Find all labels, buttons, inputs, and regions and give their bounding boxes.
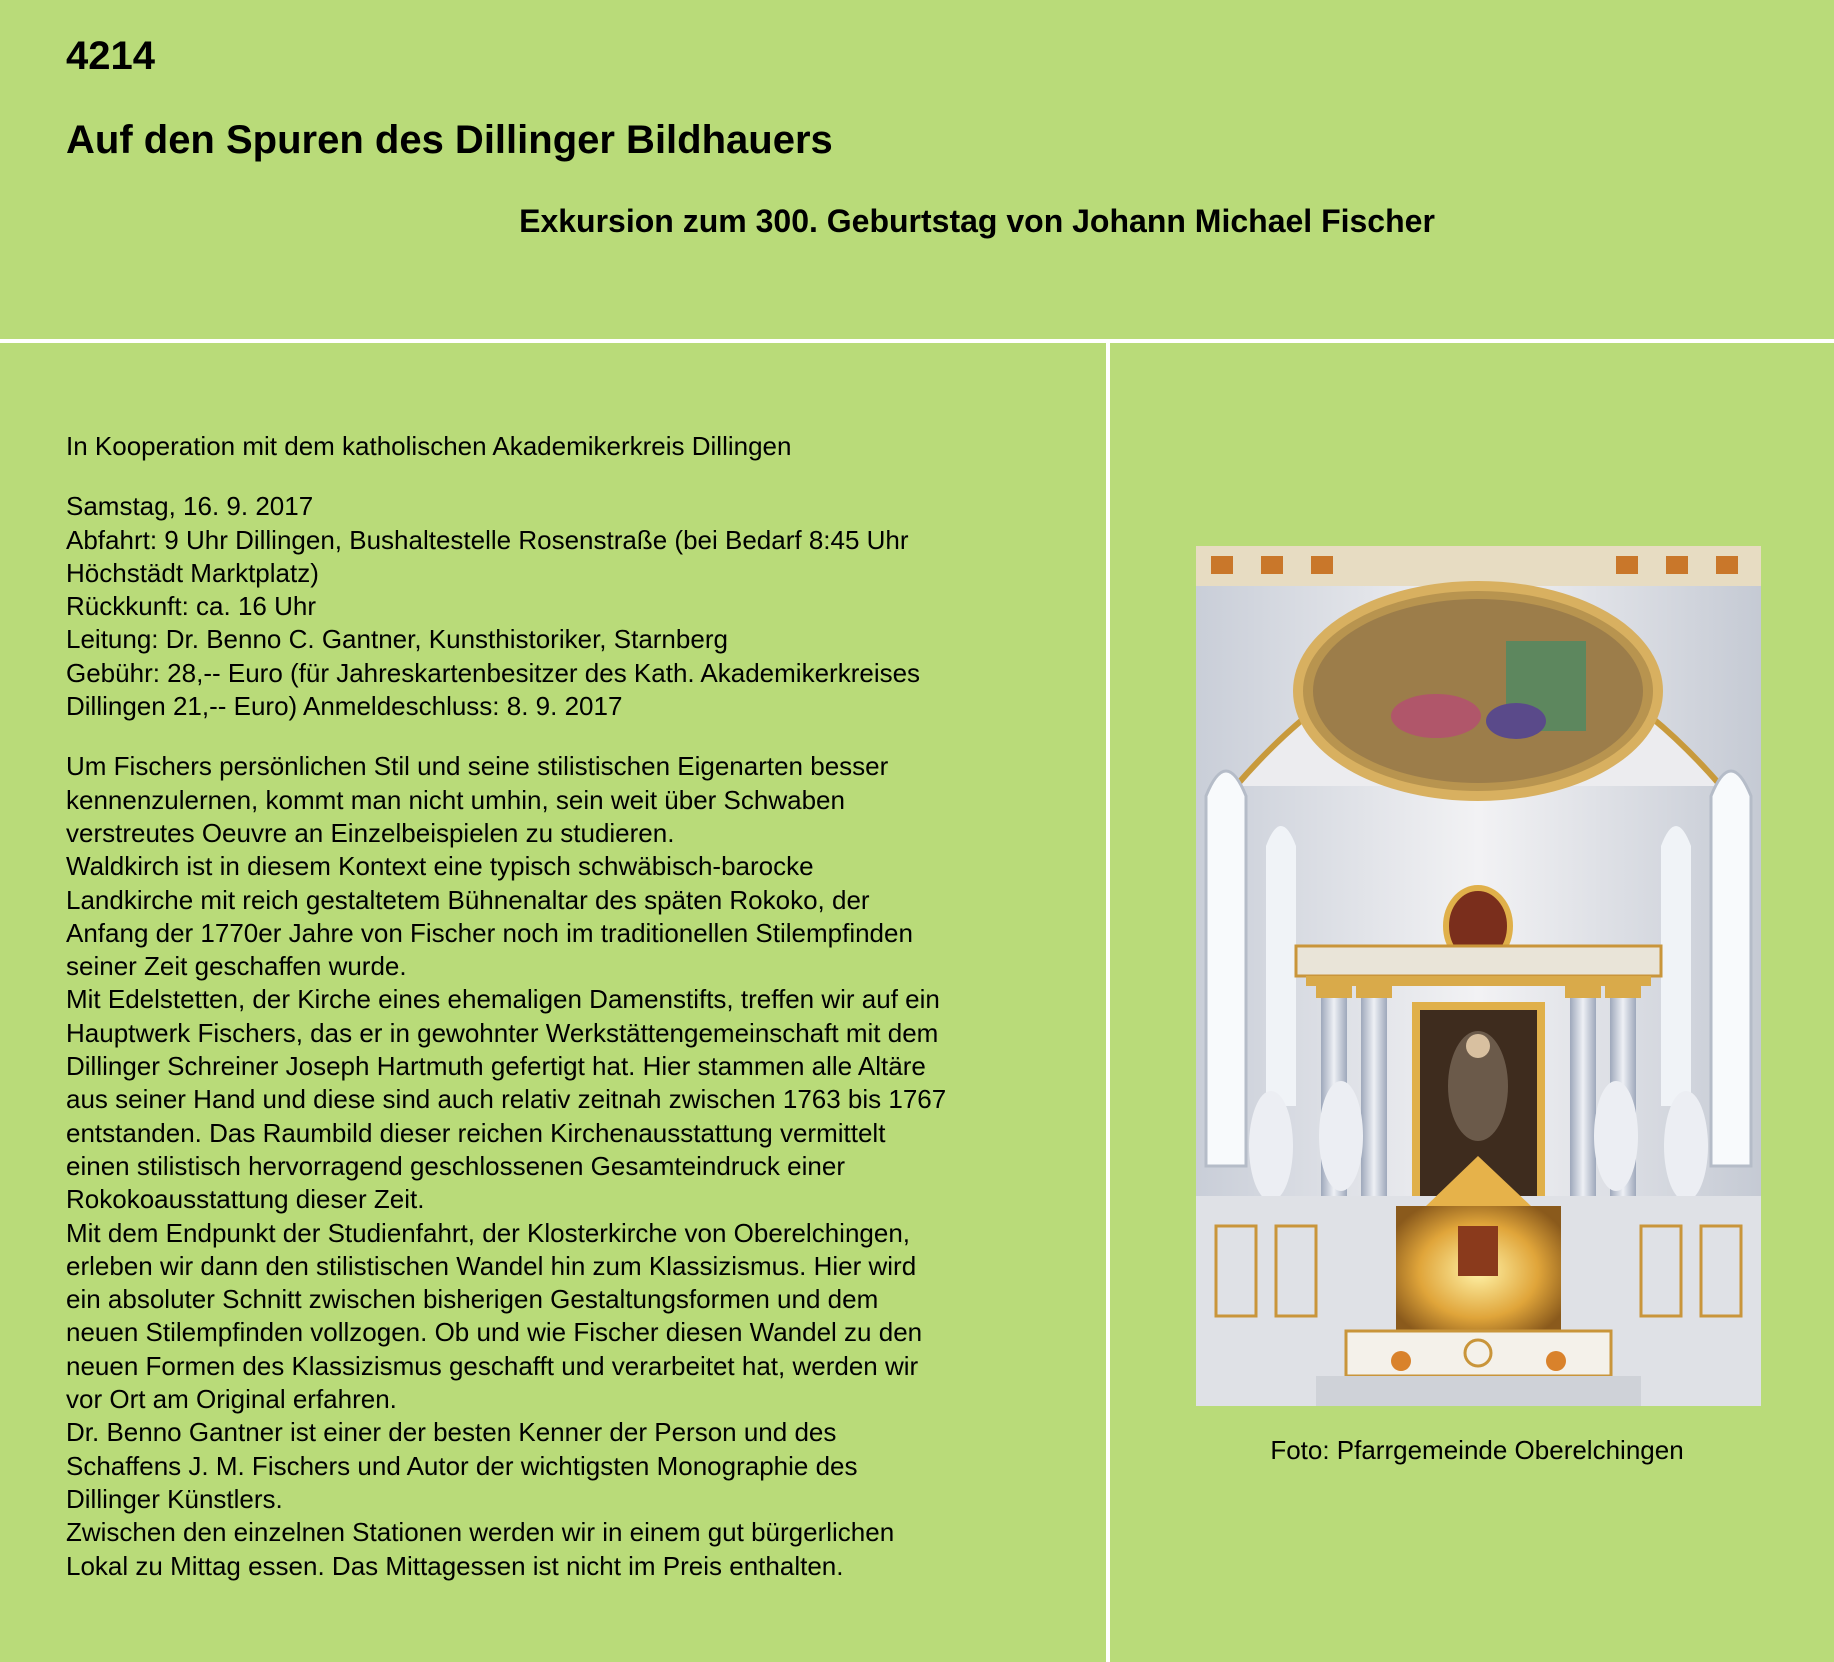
event-number: 4214 — [66, 34, 155, 78]
body-line: Schaffens J. M. Fischers und Autor der wichtigsten Monographie des — [66, 1450, 858, 1481]
body-line: Hauptwerk Fischers, das er in gewohnter Werkstättengemeinschaft mit dem — [66, 1017, 939, 1048]
body-line: Anfang der 1770er Jahre von Fischer noch im traditionellen Stilempfinden — [66, 917, 913, 948]
body-line: neuen Stilempfinden vollzogen. Ob und wie Fischer diesen Wandel zu den — [66, 1317, 923, 1348]
page-subtitle: Exkursion zum 300. Geburtstag von Johann Michael Fischer — [519, 203, 1435, 239]
body-block — [66, 750, 1066, 1582]
intro-block — [66, 430, 1066, 463]
body-line: Dillinger Schreiner Joseph Hartmuth gefertigt hat. Hier stammen alle Altäre — [66, 1051, 926, 1082]
body-line: kennenzulernen, kommt man nicht umhin, sein weit über Schwaben — [66, 784, 845, 815]
body-line: Dillinger Künstlers. — [66, 1483, 283, 1514]
body-line: einen stilistisch hervorragend geschlossenen Gesamteindruck einer — [66, 1150, 845, 1181]
body-line: Zwischen den einzelnen Stationen werden wir in einem gut bürgerlichen — [66, 1517, 895, 1548]
body-line: erleben wir dann den stilistischen Wandel hin zum Klassizismus. Hier wird — [66, 1250, 917, 1281]
body-line: Mit Edelstetten, der Kirche eines ehemaligen Damenstifts, treffen wir auf ein — [66, 984, 940, 1015]
detail-line: Gebühr: 28,-- Euro (für Jahreskartenbesitzer des Kath. Akademikerkreises — [66, 657, 921, 688]
description-column — [66, 430, 1066, 1583]
detail-line: Samstag, 16. 9. 2017 — [66, 491, 314, 522]
photo-caption: Foto: Pfarrgemeinde Oberelchingen — [1270, 1435, 1684, 1465]
body-line: entstanden. Das Raumbild dieser reichen Kirchenausstattung vermittelt — [66, 1117, 886, 1148]
church-altar-photo — [1196, 546, 1761, 1406]
body-line: Waldkirch ist in diesem Kontext eine typisch schwäbisch-barocke — [66, 851, 814, 882]
body-line: Lokal zu Mittag essen. Das Mittagessen ist nicht im Preis enthalten. — [66, 1550, 844, 1581]
page-title: Auf den Spuren des Dillinger Bildhauers — [66, 118, 833, 162]
body-line: Mit dem Endpunkt der Studienfahrt, der Klosterkirche von Oberelchingen, — [66, 1217, 911, 1248]
body-line: neuen Formen des Klassizismus geschafft und verarbeitet hat, werden wir — [66, 1350, 919, 1381]
body-line: Landkirche mit reich gestaltetem Bühnenaltar des späten Rokoko, der — [66, 884, 870, 915]
body-line: verstreutes Oeuvre an Einzelbeispielen zu studieren. — [66, 817, 675, 848]
detail-line: Rückkunft: ca. 16 Uhr — [66, 591, 316, 622]
intro-text: In Kooperation mit dem katholischen Akademikerkreis Dillingen — [66, 431, 792, 461]
detail-line: Abfahrt: 9 Uhr Dillingen, Bushaltestelle Rosenstraße (bei Bedarf 8:45 Uhr — [66, 524, 909, 555]
body-line: ein absoluter Schnitt zwischen bisherigen Gestaltungsformen und dem — [66, 1284, 879, 1315]
header-section — [0, 0, 1834, 340]
photo-column — [1110, 343, 1834, 1662]
body-line: seiner Zeit geschaffen wurde. — [66, 951, 407, 982]
body-line: Um Fischers persönlichen Stil und seine stilistischen Eigenarten besser — [66, 751, 889, 782]
body-line: Rokokoausstattung dieser Zeit. — [66, 1184, 425, 1215]
details-block — [66, 490, 1066, 723]
body-line: aus seiner Hand und diese sind auch relativ zeitnah zwischen 1763 bis 1767 — [66, 1084, 947, 1115]
body-line: Dr. Benno Gantner ist einer der besten Kenner der Person und des — [66, 1417, 837, 1448]
detail-line: Höchstädt Marktplatz) — [66, 557, 319, 588]
detail-line: Dillingen 21,-- Euro) Anmeldeschluss: 8. 9. 2017 — [66, 691, 623, 722]
detail-line: Leitung: Dr. Benno C. Gantner, Kunsthistoriker, Starnberg — [66, 624, 728, 655]
body-line: vor Ort am Original erfahren. — [66, 1384, 397, 1415]
